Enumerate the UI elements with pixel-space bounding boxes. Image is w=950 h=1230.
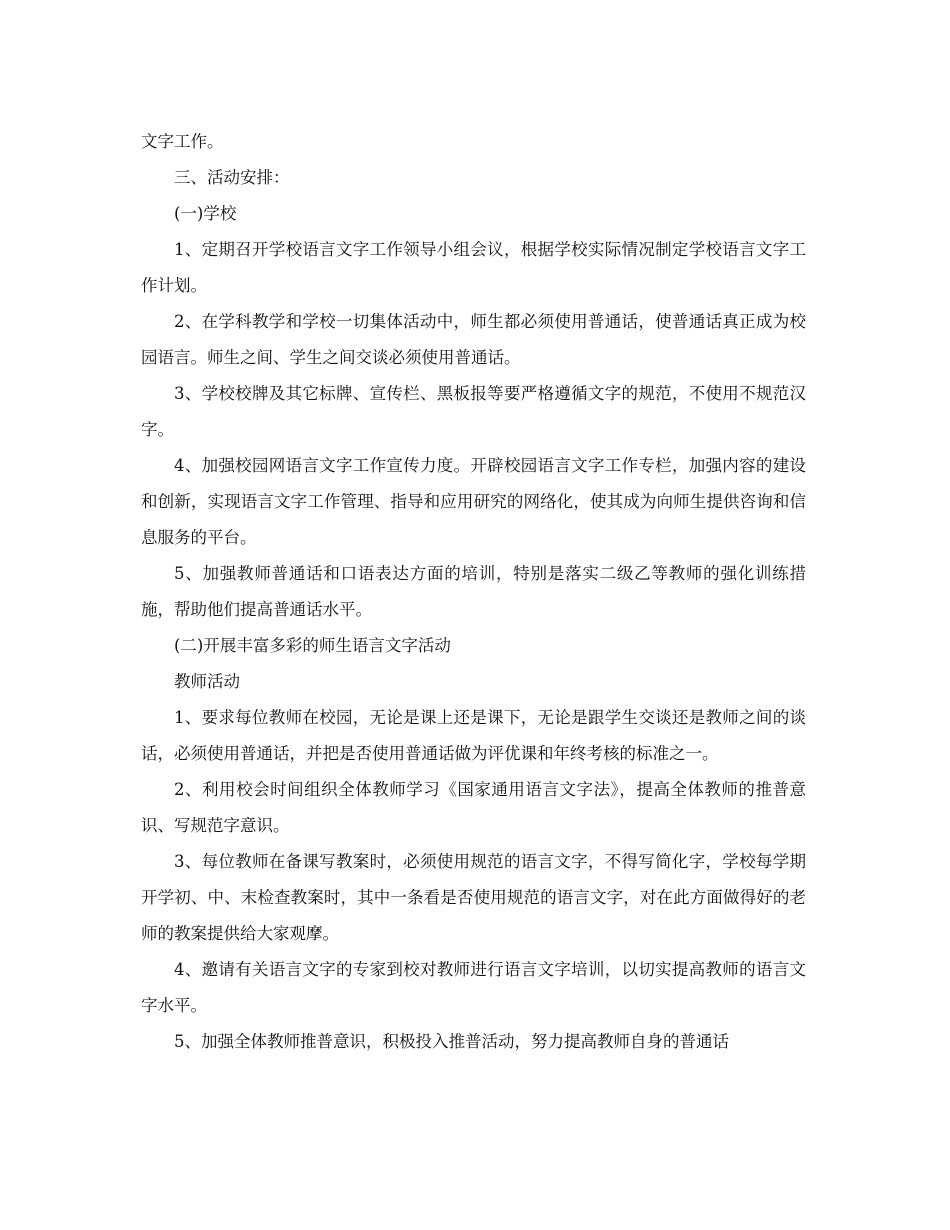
- paragraph-item: 4、邀请有关语言文字的专家到校对教师进行语言文字培训，以切实提高教师的语言文字水平。: [141, 960, 806, 1015]
- subsection-heading-school: (一)学校: [174, 204, 237, 223]
- section-heading-activities: 三、活动安排：: [174, 168, 290, 187]
- paragraph-item: 4、加强校园网语言文字工作宣传力度。开辟校园语言文字工作专栏，加强内容的建设和创新，实现语言文字工作管理、指导和应用研究的网络化，使其成为向师生提供咨询和信息服务的平台。: [141, 456, 806, 547]
- paragraph-item: 2、利用校会时间组织全体教师学习《国家通用语言文字法》，提高全体教师的推普意识、写规范字意识。: [141, 780, 806, 835]
- subsection-heading-activities: (二)开展丰富多彩的师生语言文字活动: [174, 636, 451, 655]
- document-body: [141, 124, 806, 1060]
- paragraph-item: 2、在学科教学和学校一切集体活动中，师生都必须使用普通话，使普通话真正成为校园语言。师生之间、学生之间交谈必须使用普通话。: [141, 312, 806, 367]
- paragraph-item: 5、加强全体教师推普意识，积极投入推普活动，努力提高教师自身的普通话: [174, 1032, 729, 1051]
- paragraph-item: 3、学校校牌及其它标牌、宣传栏、黑板报等要严格遵循文字的规范，不使用不规范汉字。: [141, 384, 806, 439]
- subheading-teacher-activities: 教师活动: [174, 672, 240, 691]
- paragraph-item: 3、每位教师在备课写教案时，必须使用规范的语言文字，不得写简化字，学校每学期开学初、中、末检查教案时，其中一条看是否使用规范的语言文字，对在此方面做得好的老师的教案提供给大家观摩。: [141, 852, 806, 943]
- paragraph-item: 1、要求每位教师在校园，无论是课上还是课下，无论是跟学生交谈还是教师之间的谈话，必须使用普通话，并把是否使用普通话做为评优课和年终考核的标准之一。: [141, 708, 806, 763]
- paragraph-item: 5、加强教师普通话和口语表达方面的培训，特别是落实二级乙等教师的强化训练措施，帮助他们提高普通话水平。: [141, 564, 806, 619]
- paragraph-item: 1、定期召开学校语言文字工作领导小组会议，根据学校实际情况制定学校语言文字工作计划。: [141, 240, 806, 295]
- paragraph-continuation: 文字工作。: [141, 132, 224, 151]
